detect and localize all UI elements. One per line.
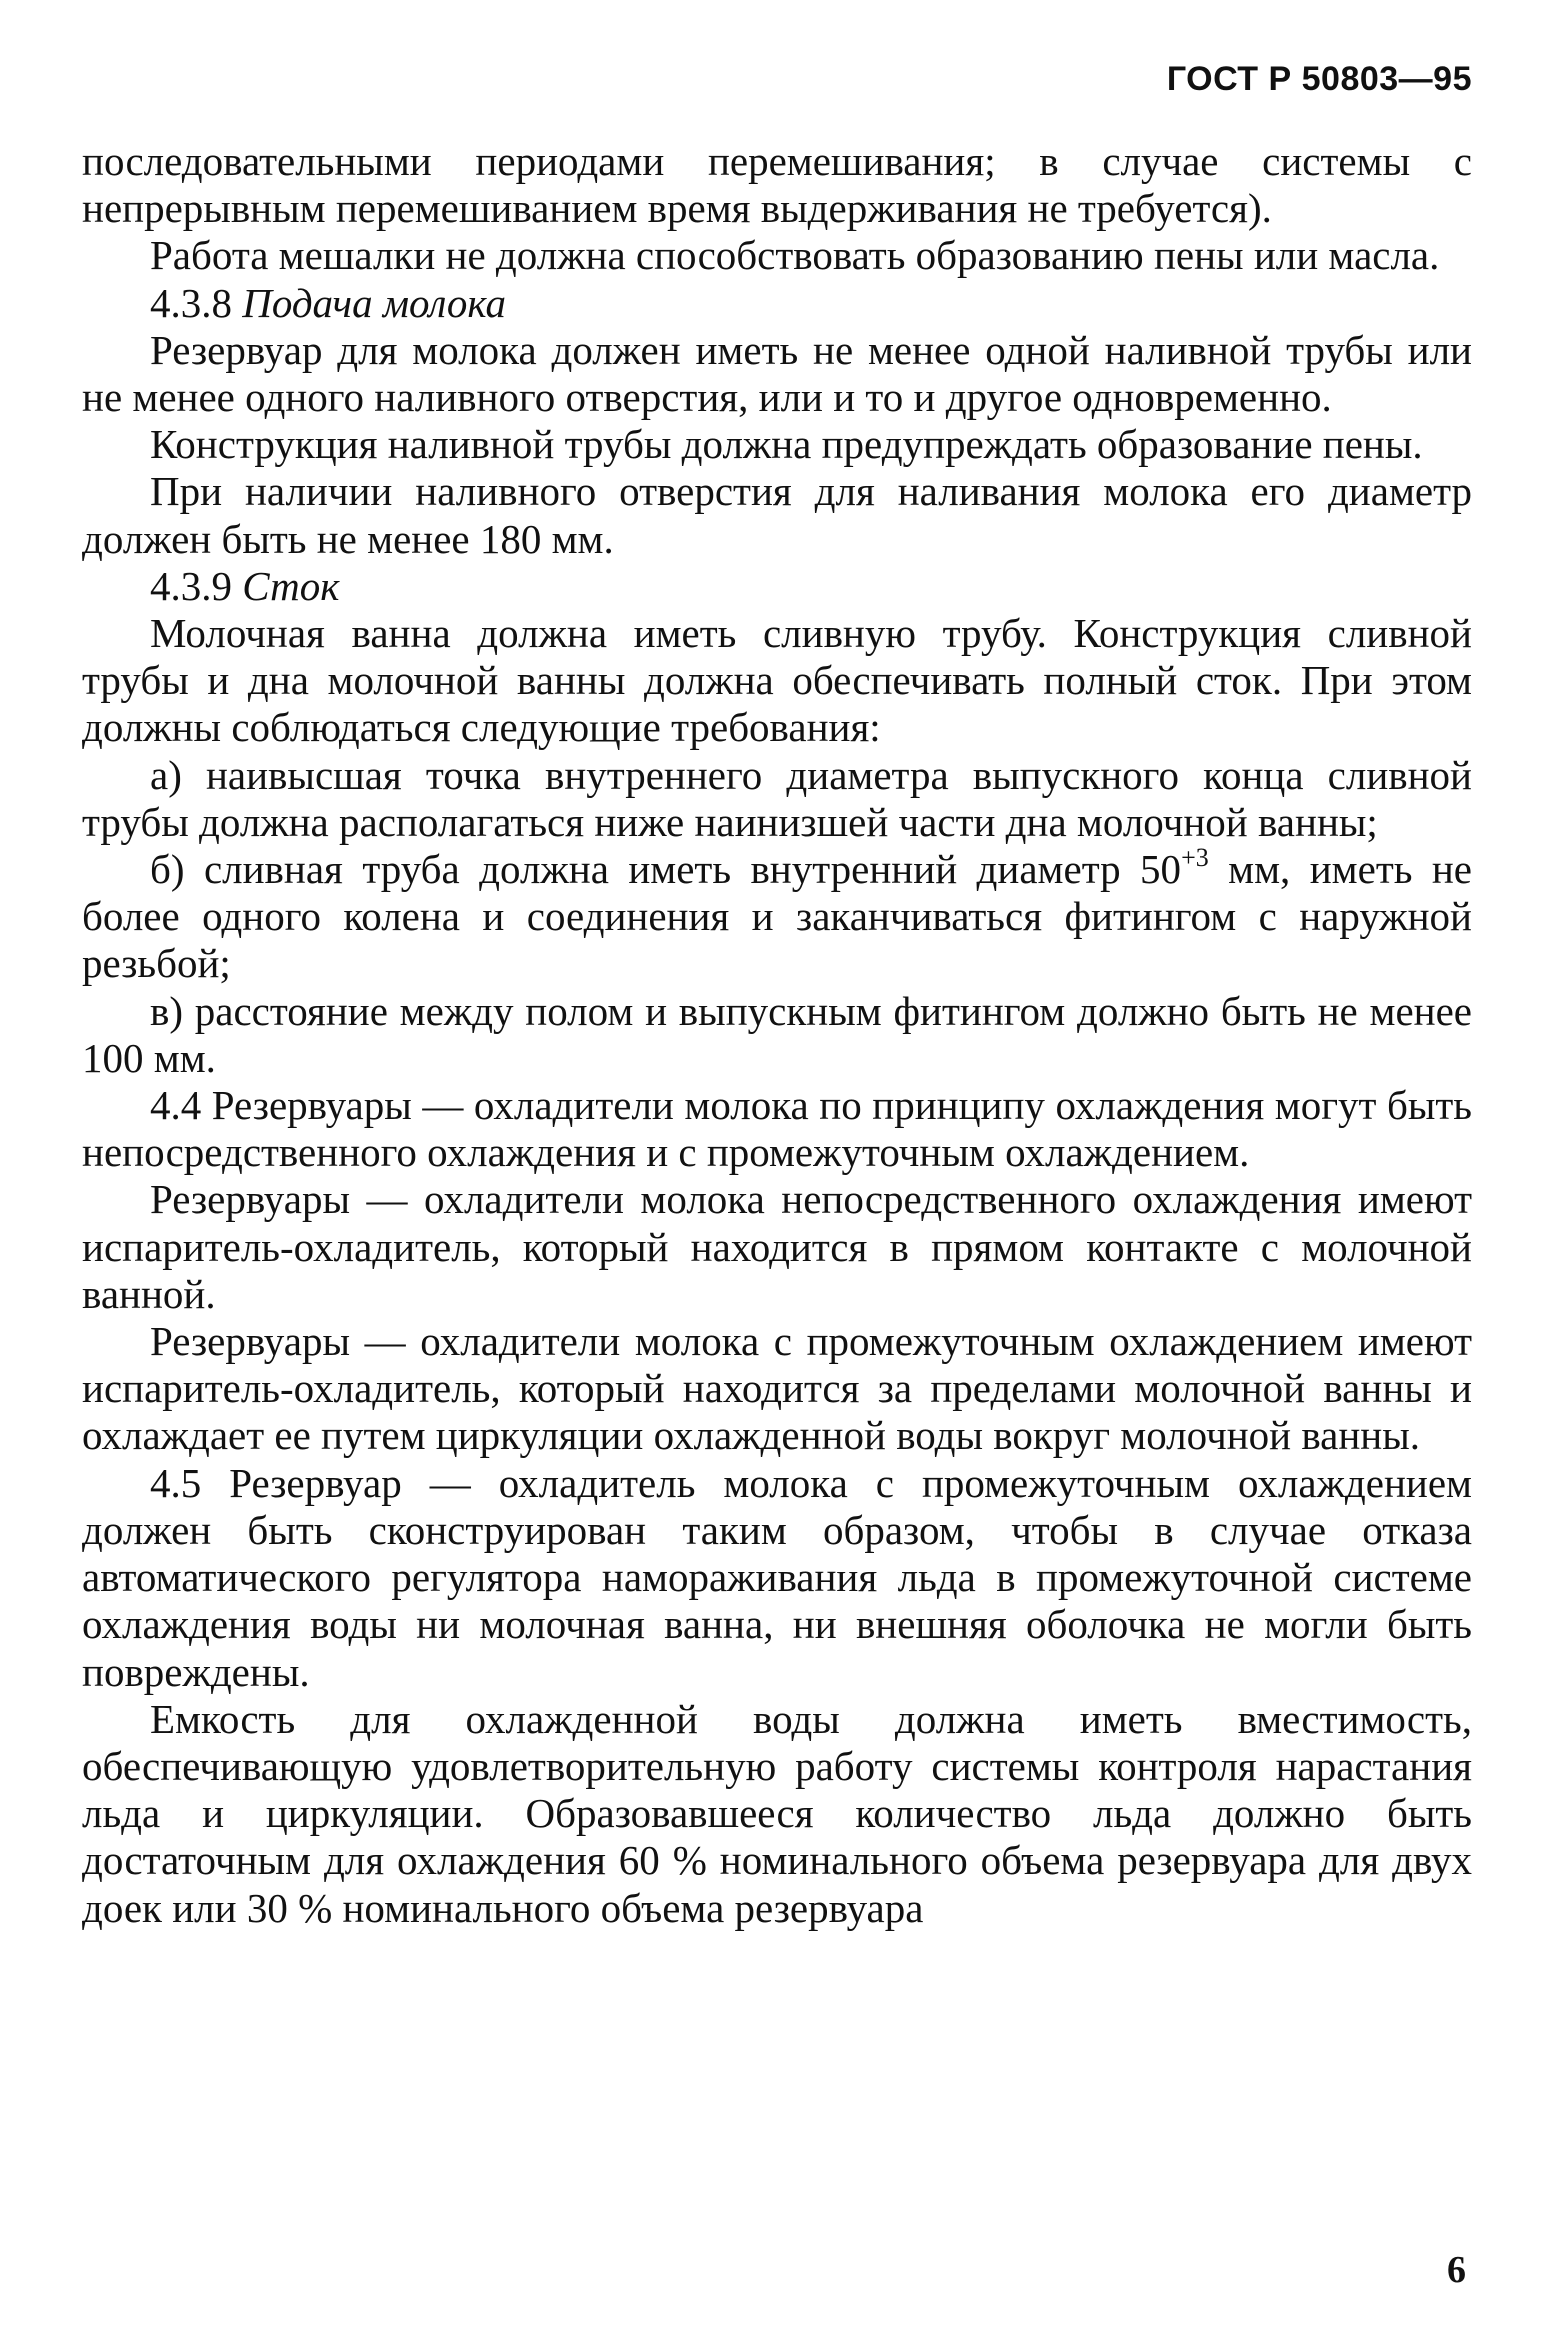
tolerance-superscript: +3 (1181, 843, 1209, 873)
section-title: Сток (242, 562, 340, 609)
paragraph: Резервуары — охладители молока с промежуточным охлаждением имеют испаритель-охладитель, который находится за пределами молочной ванны и охлаждает ее путем циркуляции охлажденной воды вокруг молочной ванны. (82, 1318, 1472, 1459)
document-page (82, 0, 1472, 2346)
paragraph: Емкость для охлажденной воды должна иметь вместимость, обеспечивающую удовлетворительную работу системы контроля нарастания льда и циркуляции. Образовавшееся количество льда должно быть достаточным для охлаждения 60 % номинального объема резервуара для двух доек или 30 % номинального объема резервуара (82, 1695, 1472, 1931)
list-item-text: б) сливная труба должна иметь внутренний диаметр 50 (150, 846, 1182, 893)
list-item-text: мм, иметь не более одного колена и соединения и заканчиваться фитингом с наружной резьбой; (82, 846, 1472, 987)
page-number: 6 (1447, 2249, 1466, 2291)
paragraph: 4.5 Резервуар — охладитель молока с промежуточным охлаждением должен быть сконструирован таким образом, чтобы в случае отказа автоматического регулятора намораживания льда в промежуточной системе охлаждения воды ни молочная ванна, ни внешняя оболочка не могли быть повреждены. (82, 1459, 1472, 1695)
page-header-doc-id: ГОСТ Р 50803—95 (1166, 60, 1472, 98)
section-heading-4-3-9 (82, 563, 1472, 610)
paragraph: При наличии наливного отверстия для наливания молока его диаметр должен быть не менее 180 мм. (82, 468, 1472, 562)
paragraph: последовательными периодами перемешивания; в случае системы с непрерывным перемешиванием время выдерживания не требуется). (82, 138, 1472, 232)
list-item-a: а) наивысшая точка внутреннего диаметра выпускного конца сливной трубы должна располагаться ниже наинизшей части дна молочной ванны; (82, 751, 1472, 845)
paragraph: Молочная ванна должна иметь сливную трубу. Конструкция сливной трубы и дна молочной ванны должна обеспечивать полный сток. При этом должны соблюдаться следующие требования: (82, 610, 1472, 751)
paragraph: Конструкция наливной трубы должна предупреждать образование пены. (150, 421, 1423, 468)
list-item-c: в) расстояние между полом и выпускным фитингом должно быть не менее 100 мм. (82, 987, 1472, 1081)
section-heading-4-3-8 (82, 280, 1472, 327)
paragraph: Работа мешалки не должна способствовать образованию пены или масла. (150, 232, 1440, 279)
document-body (82, 138, 1472, 1932)
paragraph: 4.4 Резервуары — охладители молока по принципу охлаждения могут быть непосредственного охлаждения и с промежуточным охлаждением. (82, 1082, 1472, 1176)
paragraph: Резервуар для молока должен иметь не менее одной наливной трубы или не менее одного наливного отверстия, или и то и другое одновременно. (82, 326, 1472, 421)
section-number: 4.3.9 (150, 562, 232, 609)
section-number: 4.3.8 (150, 279, 232, 326)
list-item-b (82, 843, 1472, 988)
paragraph: Резервуары — охладители молока непосредственного охлаждения имеют испаритель-охладитель, который находится в прямом контакте с молочной ванной. (82, 1176, 1472, 1317)
section-title: Подача молока (242, 279, 507, 326)
